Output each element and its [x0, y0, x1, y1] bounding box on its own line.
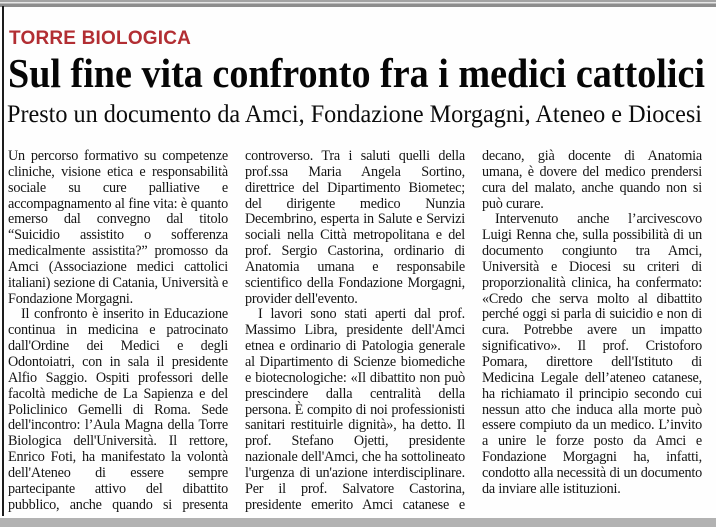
article-kicker: TORRE BIOLOGICA: [9, 28, 192, 49]
page-top-rule: [0, 0, 716, 7]
article-subhead-text: Presto un documento da Amci, Fondazione Morgagni, Ateneo e Diocesi: [7, 99, 702, 128]
article-paragraph: Intervenuto anche l’arcivescovo Luigi Renna che, sulla possibilità di un documento congiunto tra Amci, Università e Diocesi su criteri di proporzionalità clinica, ha confermato: «Credo che serva molto al dibattito perché oggi si parla di suicidio e non di cura. Potrebbe avere un impatto significativo». Il prof. Cristoforo Pomara, direttore dell'Istituto di Medicina Legale dell’ateneo catanese, ha richiamato il principio secondo cui nessun atto che induca alla morte può essere compiuto da un medico. L’invito a unire le forze posto da Amci e Fondazione Morgagni ha, infatti, condotto alla necessità di un documento da inviare alle istituzioni.: [482, 211, 702, 497]
article-headline-text: Sul fine vita confronto fra i medici cattolici: [8, 50, 705, 96]
article-paragraph: I lavori sono stati aperti dal prof. Massimo Libra, presidente dell'Amci etnea e ordinario di Patologia generale al Dipartimento di Scienze biomediche e biotecnologiche: «Il dibattito non può prescindere dalla centralità della persona. È compito di noi professionisti sanitari restituirle dignità», ha detto. Il prof. Stefano Ojetti, presidente nazionale dell'Amci, che ha sottolineato l'urgenza di un'azione interdisciplinare. Per il prof. Salvatore Castorina, presidente emerito Amci catanese e decano, già docente di Anatomia umana, è dovere del medico prendersi cura del malato, anche quando non si può curare.: [245, 149, 702, 513]
article-subhead: [7, 97, 709, 131]
page-bottom-rule: [0, 518, 716, 527]
article-paragraph: Il confronto è inserito in Educazione continua in medicina e patrocinato dall'Ordine dei Medici e degli Odontoiatri, con in sala il presidente Alfio Saggio. Ospiti professori delle facoltà mediche de La Sapienza e del Policlinico Gemelli di Roma. Sede dell'incontro: l’Aula Magna della Torre Biologica dell'Università. Il rettore, Enrico Foti, ha manifestato la volontà dell'Ateneo di essere sempre partecipante attivo del dibattito pubblico, anche quando si presenta controverso. Tra i saluti quelli della prof.ssa Maria Angela Sortino, direttrice del Dipartimento Biometec; del dirigente medico Nunzia Decembrino, esperta in Salute e Servizi sociali nella Città metropolitana e del prof. Sergio Castorina, ordinario di Anatomia umana e responsabile scientifico della Fondazione Morgagni, provider dell'evento.: [8, 149, 465, 513]
article-body: [8, 149, 702, 518]
page-left-rule: [2, 6, 4, 516]
article-headline: [8, 50, 710, 98]
article-paragraph: Un percorso formativo su competenze cliniche, visione etica e responsabilità sociale su cure palliative e accompagnamento al fine vita: è quanto emerso dal convegno dal titolo “Suicidio assistito o sofferenza medicalmente assistita?” promosso da Amci (Associazione medici cattolici italiani) sezione di Catania, Università e Fondazione Morgagni.: [8, 149, 228, 307]
